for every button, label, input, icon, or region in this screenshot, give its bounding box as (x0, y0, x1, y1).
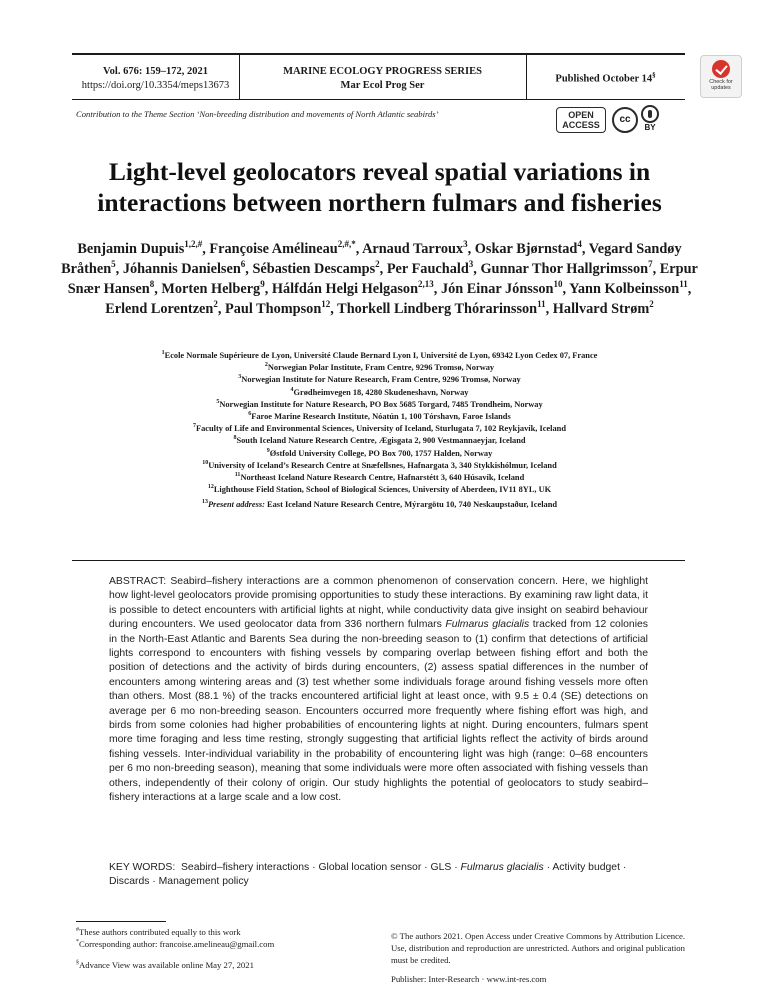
abstract (109, 575, 648, 806)
author-list: Benjamin Dupuis$^{1,2,\#}$, Françoise Amélineau$^{2,\#,*}$, Arnaud Tarroux$^3$, Oskar Bjørnstad$^4$, Vegard Sandøy Bråthen$^5$, Jóhannis Danielsen$^6$, Sébastien Descamps$^2$, Per Fauchald$^3$, Gunnar Thor Hallgrimsson$^7$, Erpur Snær Hansen$^8$, Morten Helberg$^9$, Hálfdán Helgi Helgason$^{2,13}$, Jón Einar Jónsson$^{10}$, Yann Kolbeinsson$^{11}$, Erlend Lorentzen$^2$, Paul Thompson$^{12}$, Thorkell Lindberg Thórarinsson$^{11}$, Hallvard Strøm$^2$ (61, 239, 698, 317)
abstract-text-1: Seabird–fishery interactions are a common phenomenon of conservation concern. Here, we highlight how light-level geolocators provide promising opportunities to study these interactions. By examining raw light data, it is possible to detect encounters with artificial lights at night, while conductivity data give insight on seabird behaviour during encounters. We used geolocator data from 336 northern fulmars (109, 576, 648, 631)
keywords: KEY WORDS: Seabird–fishery interactions · Global location sensor · GLS · Fulmarus glacialis · Activity budget · Discards · Management policy (109, 862, 627, 888)
author: Oskar Bjørnstad$^4$ (474, 239, 582, 257)
author-footnotes (76, 926, 376, 971)
published-text: Published October 14 (555, 73, 653, 85)
copyright-notes (391, 930, 685, 985)
author: Gunnar Thor Hallgrimsson$^7$ (480, 259, 653, 277)
doi-link[interactable]: https://doi.org/10.3354/meps13673 (81, 80, 230, 91)
published-mark: § (652, 71, 656, 79)
creative-commons-icon: cc (612, 107, 638, 133)
volume-info: Vol. 676: 159–172, 2021 (103, 66, 208, 77)
keyword: Discards (109, 876, 150, 888)
check-updates-label-2: updates (711, 85, 731, 91)
journal-abbrev: Mar Ecol Prog Ser (340, 80, 425, 91)
affiliation: $^1$Ecole Normale Supérieure de Lyon, Université Claude Bernard Lyon I, Université de Lyon, 69342 Lyon Cedex 07, France (161, 350, 598, 360)
open-access-line2: ACCESS (562, 120, 600, 130)
author: Thorkell Lindberg Thórarinsson$^{11}$ (337, 299, 546, 317)
affiliation: $^{12}$Lighthouse Field Station, School of Biological Sciences, University of Aberdeen, IV11 8YL, UK (207, 484, 552, 495)
author: Arnaud Tarroux$^3$ (362, 239, 468, 257)
affiliation: $^{11}$Northeast Iceland Nature Research Centre, Hafnarstétt 3, 640 Húsavík, Iceland (234, 472, 525, 483)
author: Sébastien Descamps$^2$ (252, 259, 380, 277)
keyword: GLS (430, 862, 452, 873)
attribution-label: BY (644, 123, 656, 132)
affiliation: $^{10}$University of Iceland’s Research Centre at Snæfellsnes, Hafnargata 3, 340 Stykkishólmur, Iceland (202, 460, 557, 470)
attribution-person-icon (641, 105, 659, 123)
affiliation-list (40, 350, 719, 512)
title-line-2: interactions between northern fulmars and fisheries (97, 188, 662, 217)
journal-name: MARINE ECOLOGY PROGRESS SERIES (283, 66, 482, 77)
footnote-rule (76, 921, 166, 922)
title-line-1: Light-level geolocators reveal spatial variations in (108, 157, 651, 186)
author: Per Fauchald$^3$ (386, 259, 474, 277)
affiliation: $^3$Norwegian Institute for Nature Research, Fram Centre, 9296 Tromsø, Norway (238, 374, 521, 385)
copyright-note: © The authors 2021. Open Access under Creative Commons by Attribution Licence. Use, distribution and reproduction are unrestricted. Authors and original publication must be credited. (391, 931, 685, 965)
affiliation: $^4$Grødheimvegen 18, 4280 Skudeneshavn, Norway (290, 386, 469, 397)
equal-contribution-note: #These authors contributed equally to this work (76, 927, 241, 937)
abstract-label: ABSTRACT: (109, 576, 167, 587)
check-updates-label-1: Check for (709, 79, 733, 85)
affiliation: $^7$Faculty of Life and Environmental Sciences, University of Iceland, Sturlugata 7, 102 Reykjavík, Iceland (193, 423, 566, 434)
author: Jón Einar Jónsson$^{10}$ (440, 279, 563, 297)
author: Morten Helberg$^9$ (161, 279, 265, 297)
affiliation: $^2$Norwegian Polar Institute, Fram Centre, 9296 Tromsø, Norway (264, 362, 495, 373)
header-bottom-rule (72, 99, 685, 100)
affiliation: $^9$Østfold University College, PO Box 700, 1757 Halden, Norway (266, 447, 493, 458)
corresponding-author-note: *Corresponding author: francoise.amelineau@gmail.com (76, 939, 275, 949)
abstract-text-2: tracked from 12 colonies in the North-East Atlantic and Barents Sea during the non-breeding season to (1) confirm that detections of artificial lights correspond to encounters with fishing vessels by comparing overlap between fishing effort and both the position of detections and the activity of birds during encounters, (2) assess spatial differences in the number of encounters among wintering areas and (3) test whether some individuals forage around fishing vessels more often than others. Most (88.1 %) of the tracks encountered artificial light at least once, with 9.5 ± 0.4 (SE) detections on average per 6 mo non-breeding season. Encounters occurred more frequently where fishing effort was high, and birds from some colonies had higher probabilities of encountering lights at night. During encounters, fulmars spent more time foraging and less time resting, strongly suggesting that artificial lights reflect the activity of birds around fishing vessels. Inter-individual variability in the probability of encountering light was high (range: 0–68 encounters per 6 mo non-breeding season), meaning that some individuals were more often associated with fishing vessels than others, independently of their colony of origin. Our study highlights the potential of geolocators to study seabird–fishery interactions at a large scale and a low cost. (109, 619, 648, 804)
affiliation: $^6$Faroe Marine Research Institute, Nóatún 1, 100 Tórshavn, Faroe Islands (248, 411, 511, 422)
open-access-line1: OPEN (568, 110, 594, 120)
check-updates-icon (712, 60, 730, 78)
author: Yann Kolbeinsson$^{11}$ (569, 279, 688, 297)
author: Benjamin Dupuis$^{1,2,\#}$ (77, 239, 203, 257)
author: Jóhannis Danielsen$^6$ (122, 259, 246, 277)
author: Hálfdán Helgi Helgason$^{2,13}$ (271, 279, 434, 297)
journal-block (239, 65, 526, 93)
author: Erlend Lorentzen$^2$ (105, 299, 218, 317)
header-top-rule (72, 53, 685, 55)
author: Hallvard Strøm$^2$ (552, 299, 654, 317)
keyword: Global location sensor (318, 862, 422, 873)
keyword: Fulmarus glacialis (460, 862, 544, 873)
author: Vegard Sandøy Bråthen$^5$ (61, 241, 682, 277)
keyword: Seabird–fishery interactions (181, 862, 310, 873)
publisher-note: Publisher: Inter-Research · www.int-res.com (391, 974, 547, 984)
advance-view-note: §Advance View was available online May 27, 2021 (76, 960, 254, 970)
citation-block (72, 65, 239, 93)
check-for-updates-button[interactable] (700, 55, 742, 98)
author: Erpur Snær Hansen$^8$ (67, 261, 698, 297)
theme-section-note: Contribution to the Theme Section ‘Non-breeding distribution and movements of North Atlantic seabirds’ (76, 109, 439, 119)
article-title (40, 156, 719, 218)
author: Paul Thompson$^{12}$ (225, 299, 331, 317)
open-access-badge (556, 107, 606, 133)
published-date (526, 71, 685, 85)
affiliation: $^5$Norwegian Institute for Nature Research, PO Box 5685 Torgard, 7485 Trondheim, Norway (216, 399, 543, 409)
affiliation: $^8$South Iceland Nature Research Centre, Ægisgata 2, 900 Vestmannaeyjar, Iceland (233, 435, 526, 446)
abstract-species: Fulmarus glacialis (445, 619, 530, 631)
keyword: Activity budget (552, 862, 620, 873)
abstract-top-rule (72, 560, 685, 561)
present-address: $^{13}$Present address: East Iceland Nature Research Centre, Mýrargötu 10, 740 Neskaupstaður, Iceland (201, 499, 558, 510)
keyword: Management policy (158, 876, 249, 888)
attribution-badge (640, 105, 660, 132)
author: Françoise Amélineau$^{2,\#,*}$ (209, 239, 356, 257)
keywords-label: KEY WORDS: (109, 862, 176, 873)
